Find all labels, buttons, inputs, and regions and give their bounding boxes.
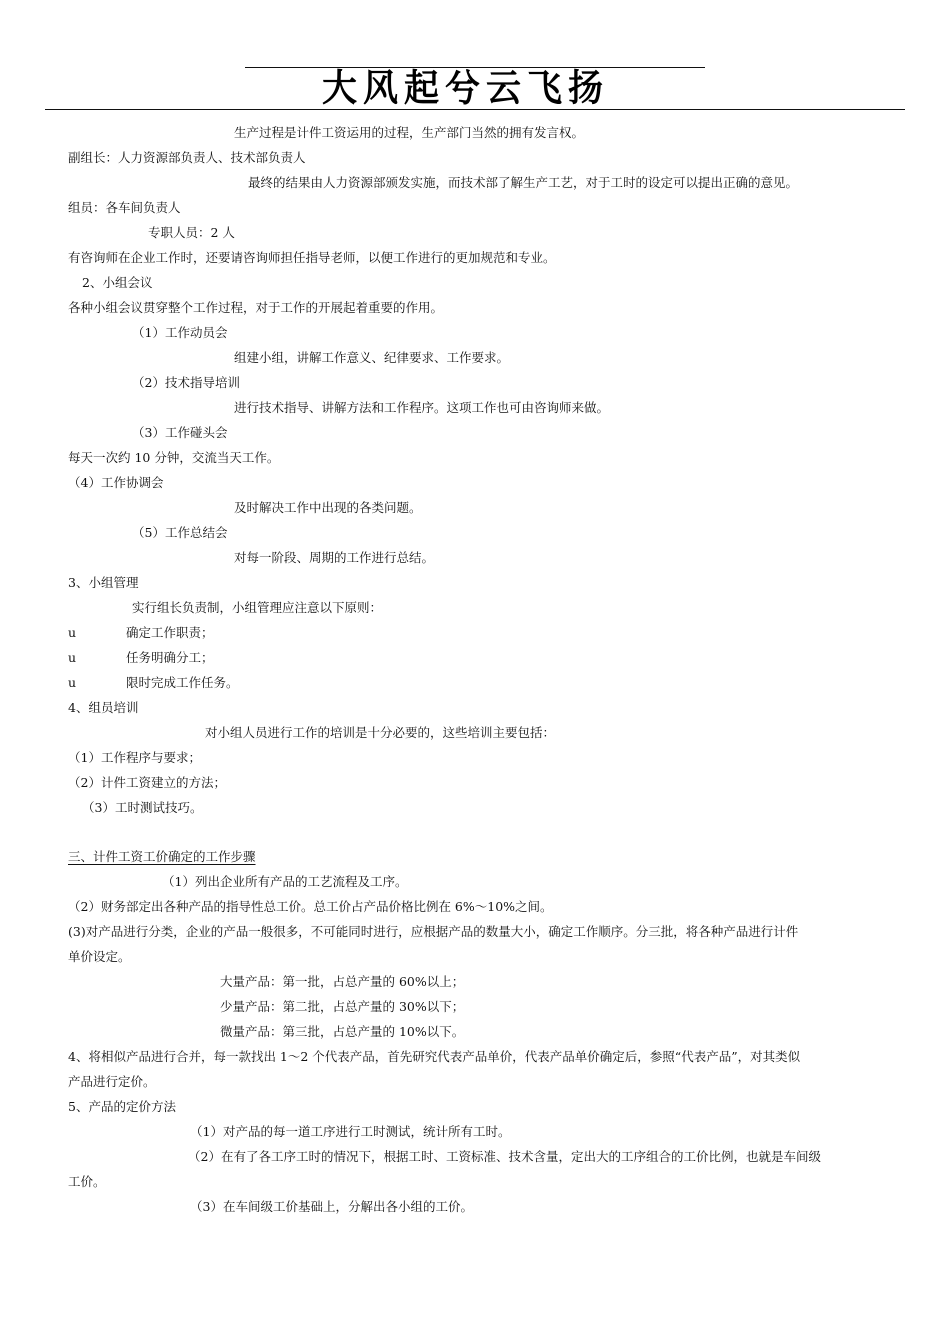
- bullet-marker: u: [68, 675, 77, 690]
- sub-heading: （5）工作总结会: [132, 525, 228, 540]
- text-line: (3)对产品进行分类，企业的产品一般很多，不可能同时进行，应根据产品的数量大小，确定工作顺序。分三批，将各种产品进行计件: [68, 924, 799, 939]
- text-line: 对每一阶段、周期的工作进行总结。: [234, 550, 435, 565]
- section-heading: 3、小组管理: [68, 575, 139, 590]
- text-line: 组建小组，讲解工作意义、纪律要求、工作要求。: [234, 350, 510, 365]
- text-line: 单价设定。: [68, 949, 131, 964]
- text-line: 副组长：人力资源部负责人、技术部负责人: [68, 150, 306, 165]
- bullet-marker: u: [68, 650, 77, 665]
- bullet-item: 确定工作职责；: [126, 625, 214, 640]
- section-heading: 5、产品的定价方法: [68, 1099, 176, 1114]
- text-line: 专职人员：2 人: [148, 225, 235, 240]
- bullet-item: 限时完成工作任务。: [126, 675, 239, 690]
- text-line: 及时解决工作中出现的各类问题。: [234, 500, 422, 515]
- text-line: 每天一次约 10 分钟，交流当天工作。: [68, 450, 280, 465]
- text-line: 少量产品：第二批，占总产量的 30%以下；: [220, 999, 465, 1014]
- text-line: 组员：各车间负责人: [68, 200, 181, 215]
- text-line: 对小组人员进行工作的培训是十分必要的，这些培训主要包括：: [205, 725, 556, 740]
- text-line: 各种小组会议贯穿整个工作过程，对于工作的开展起着重要的作用。: [68, 300, 444, 315]
- section-heading: 2、小组会议: [82, 275, 153, 290]
- text-line: （2）在有了各工序工时的情况下，根据工时、工资标准、技术含量，定出大的工序组合的工价比例，也就是车间级: [188, 1149, 821, 1164]
- list-item: （3）工时测试技巧。: [82, 800, 203, 815]
- text-line: 实行组长负责制，小组管理应注意以下原则：: [132, 600, 383, 615]
- text-line: 4、将相似产品进行合并，每一款找出 1～2 个代表产品，首先研究代表产品单价，代表产品单价确定后，参照“代表产品”，对其类似: [68, 1049, 801, 1064]
- bullet-item: 任务明确分工；: [126, 650, 214, 665]
- text-line: （1）对产品的每一道工序进行工时测试，统计所有工时。: [190, 1124, 511, 1139]
- text-line: 生产过程是计件工资运用的过程，生产部门当然的拥有发言权。: [234, 125, 585, 140]
- text-line: （2）财务部定出各种产品的指导性总工价。总工价占产品价格比例在 6%～10%之间。: [68, 899, 553, 914]
- text-line: （3）在车间级工价基础上，分解出各小组的工价。: [190, 1199, 473, 1214]
- header-rule-bottom: [45, 109, 905, 110]
- text-line: 有咨询师在企业工作时，还要请咨询师担任指导老师，以便工作进行的更加规范和专业。: [68, 250, 556, 265]
- bullet-marker: u: [68, 625, 77, 640]
- text-line: 大量产品：第一批，占总产量的 60%以上；: [220, 974, 465, 989]
- list-item: （2）计件工资建立的方法；: [68, 775, 226, 790]
- list-item: （1）工作程序与要求；: [68, 750, 201, 765]
- sub-heading: （1）工作动员会: [132, 325, 228, 340]
- text-line: （1）列出企业所有产品的工艺流程及工序。: [162, 874, 408, 889]
- header-logo: 大风起兮云飞扬: [322, 66, 610, 110]
- text-line: 微量产品：第三批，占总产量的 10%以下。: [220, 1024, 465, 1039]
- text-line: 最终的结果由人力资源部颁发实施，而技术部了解生产工艺，对于工时的设定可以提出正确的意见。: [248, 175, 799, 190]
- text-line: 进行技术指导、讲解方法和工作程序。这项工作也可由咨询师来做。: [234, 400, 610, 415]
- sub-heading: （3）工作碰头会: [132, 425, 228, 440]
- text-line: 产品进行定价。: [68, 1074, 156, 1089]
- text-line: 工价。: [68, 1174, 106, 1189]
- sub-heading: （2）技术指导培训: [132, 375, 240, 390]
- section-heading: 4、组员培训: [68, 700, 139, 715]
- sub-heading: （4）工作协调会: [68, 475, 164, 490]
- chapter-heading: 三、计件工资工价确定的工作步骤: [68, 849, 256, 864]
